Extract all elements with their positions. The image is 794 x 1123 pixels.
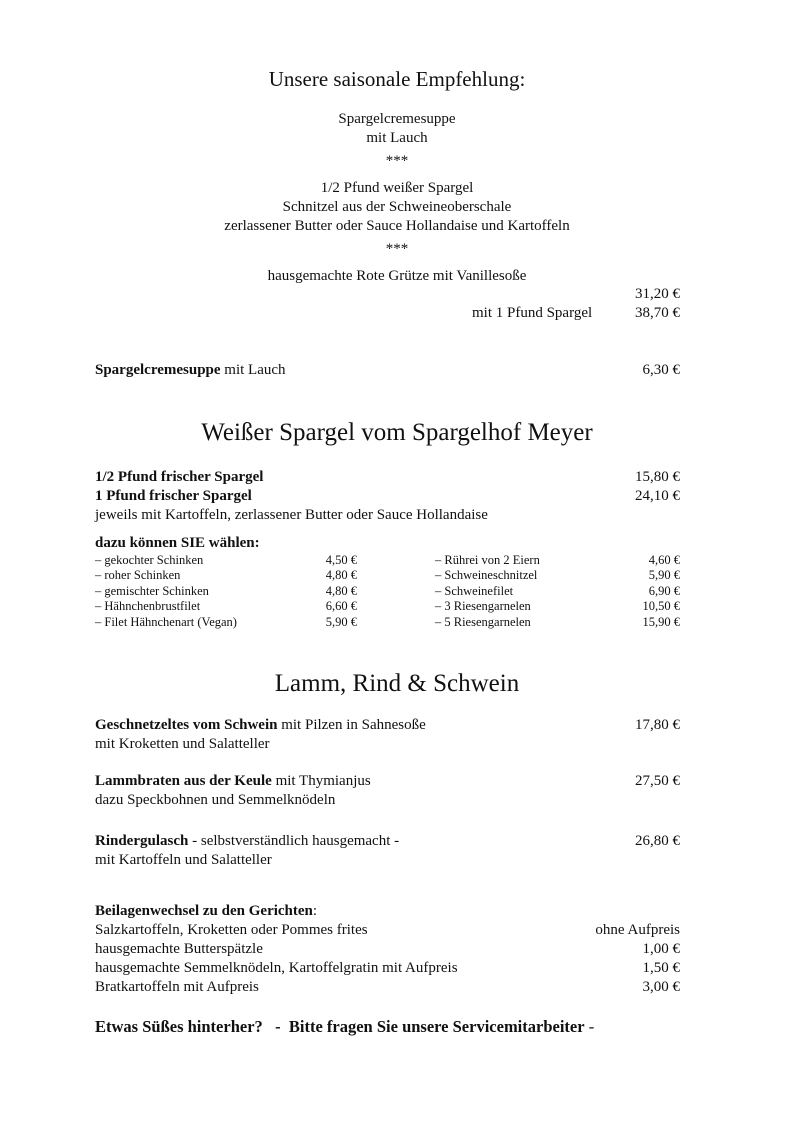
option-price: 5,90 €: [325, 615, 357, 629]
option-name: – Schweineschnitzel: [435, 568, 538, 582]
dessert-note-tail: -: [584, 1017, 595, 1036]
dish-name: Geschnetzeltes vom Schwein: [95, 717, 278, 733]
seasonal-price: 31,20 €: [635, 286, 680, 302]
side-price: ohne Aufpreis: [595, 922, 680, 938]
seasonal-heading: Unsere saisonale Empfehlung:: [268, 67, 526, 91]
asparagus-item-price: 24,10 €: [635, 488, 680, 504]
sides-heading-text: Beilagenwechsel zu den Gerichten: [95, 903, 313, 919]
seasonal-line: Schnitzel aus der Schweineoberschale: [282, 199, 512, 215]
dish-sides: mit Kartoffeln und Salatteller: [95, 852, 272, 868]
dessert-note-text: Etwas Süßes hinterher? - Bitte fragen Sie unsere Servicemitarbeiter: [95, 1017, 585, 1036]
option-price: 4,80 €: [325, 584, 357, 598]
option-price: 15,90 €: [642, 615, 680, 629]
asparagus-heading: Weißer Spargel vom Spargelhof Meyer: [201, 419, 593, 446]
side-name: hausgemachte Butterspätzle: [95, 941, 263, 957]
dish-sides: mit Kroketten und Salatteller: [95, 736, 270, 752]
option-price: 5,90 €: [648, 568, 680, 582]
option-price: 4,80 €: [325, 568, 357, 582]
dish-price: 26,80 €: [635, 833, 680, 849]
soup-item: [95, 362, 286, 379]
seasonal-line: mit Lauch: [366, 130, 428, 146]
soup-price: 6,30 €: [642, 362, 680, 378]
option-price: 4,50 €: [325, 553, 357, 567]
option-name: – Filet Hähnchenart (Vegan): [95, 615, 237, 629]
dessert-note: [95, 1017, 594, 1037]
seasonal-separator: ***: [385, 153, 409, 169]
side-price: 1,00 €: [642, 941, 680, 957]
soup-name: Spargelcremesuppe: [95, 362, 221, 378]
side-price: 1,50 €: [642, 960, 680, 976]
asparagus-note: jeweils mit Kartoffeln, zerlassener Butter oder Sauce Hollandaise: [95, 507, 488, 523]
option-name: – gemischter Schinken: [95, 584, 209, 598]
dish-line: [95, 773, 371, 790]
asparagus-item-name: 1/2 Pfund frischer Spargel: [95, 469, 264, 485]
side-price: 3,00 €: [642, 979, 680, 995]
dish-name: Lammbraten aus der Keule: [95, 773, 272, 789]
side-name: Bratkartoffeln mit Aufpreis: [95, 979, 259, 995]
seasonal-alt-label: mit 1 Pfund Spargel: [472, 305, 593, 321]
choose-heading: dazu können SIE wählen:: [95, 535, 260, 551]
sides-heading: [95, 903, 317, 920]
option-name: – Hähnchenbrustfilet: [95, 599, 201, 613]
option-name: – 5 Riesengarnelen: [435, 615, 531, 629]
option-price: 6,60 €: [325, 599, 357, 613]
seasonal-line: zerlassener Butter oder Sauce Hollandaise und Kartoffeln: [224, 218, 570, 234]
seasonal-alt-price: 38,70 €: [635, 305, 680, 321]
option-price: 4,60 €: [648, 553, 680, 567]
dish-line: [95, 717, 426, 734]
option-name: – gekochter Schinken: [95, 553, 204, 567]
side-name: Salzkartoffeln, Kroketten oder Pommes frites: [95, 922, 368, 938]
dish-sides: dazu Speckbohnen und Semmelknödeln: [95, 792, 336, 808]
dish-description: mit Thymianjus: [271, 773, 371, 789]
option-name: – roher Schinken: [95, 568, 181, 582]
dish-line: [95, 833, 399, 850]
dish-name: Rindergulasch: [95, 833, 189, 849]
asparagus-item-name: 1 Pfund frischer Spargel: [95, 488, 252, 504]
option-name: – Schweinefilet: [435, 584, 514, 598]
seasonal-line: Spargelcremesuppe: [338, 111, 456, 127]
dish-description: mit Pilzen in Sahnesoße: [277, 717, 426, 733]
option-price: 10,50 €: [642, 599, 680, 613]
option-price: 6,90 €: [648, 584, 680, 598]
meat-heading: Lamm, Rind & Schwein: [274, 670, 520, 697]
sides-heading-colon: :: [312, 903, 318, 919]
dish-price: 27,50 €: [635, 773, 680, 789]
dish-price: 17,80 €: [635, 717, 680, 733]
option-name: – Rührei von 2 Eiern: [435, 553, 540, 567]
dish-description: - selbstverständlich hausgemacht -: [188, 833, 400, 849]
side-name: hausgemachte Semmelknödeln, Kartoffelgratin mit Aufpreis: [95, 960, 458, 976]
option-name: – 3 Riesengarnelen: [435, 599, 531, 613]
seasonal-line: 1/2 Pfund weißer Spargel: [320, 180, 474, 196]
asparagus-item-price: 15,80 €: [635, 469, 680, 485]
seasonal-separator: ***: [385, 241, 409, 257]
soup-description: mit Lauch: [220, 362, 286, 378]
seasonal-line: hausgemachte Rote Grütze mit Vanillesoße: [267, 268, 527, 284]
